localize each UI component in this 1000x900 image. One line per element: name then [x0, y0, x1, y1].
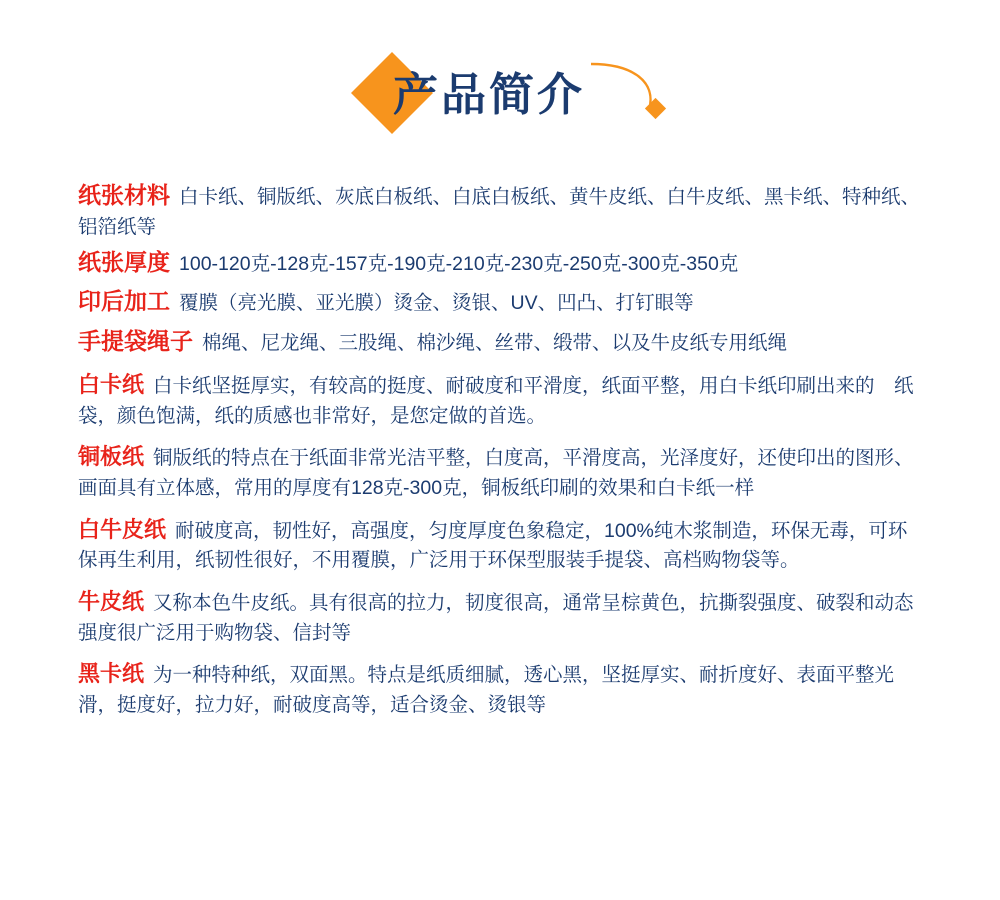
section-label: 纸张材料: [78, 182, 170, 208]
page-header: [0, 0, 1000, 160]
section-text: 为一种特种纸，双面黑。特点是纸质细腻，透心黑，坚挺厚实、耐折度好、表面平整光滑，挺度好，拉力好，耐破度高等，适合烫金、烫银等: [78, 664, 895, 716]
section-text: 100-120克-128克-157克-190克-210克-230克-250克-300克-350克: [179, 252, 739, 275]
section-text: 耐破度高，韧性好，高强度，匀度厚度色象稳定，100%纯木浆制造，环保无毒，可环保再生利用，纸韧性很好，不用覆膜，广泛用于环保型服装手提袋、高档购物袋等。: [78, 519, 908, 572]
section-label: 铜板纸: [78, 444, 145, 470]
section-paper-material: [78, 178, 922, 243]
section-white-kraft-paper: [78, 513, 922, 576]
section-text: 又称本色牛皮纸。具有很高的拉力，韧度很高，通常呈棕黄色，抗撕裂强度、破裂和动态强度很广泛用于购物袋、信封等: [78, 591, 914, 644]
section-text: 白卡纸、铜版纸、灰底白板纸、白底白板纸、黄牛皮纸、白牛皮纸、黑卡纸、特种纸、铝箔纸等: [78, 186, 921, 238]
section-text: 棉绳、尼龙绳、三股绳、棉沙绳、丝带、缎带、以及牛皮纸专用纸绳: [202, 332, 788, 355]
product-description-body: [0, 160, 1000, 720]
section-paper-thickness: [78, 246, 922, 279]
section-label: 牛皮纸: [78, 588, 145, 614]
title-swoosh-decoration: [587, 60, 665, 122]
page-title: 产品简介: [392, 69, 585, 120]
section-coated-paper: [78, 440, 922, 503]
section-kraft-paper: [78, 585, 922, 648]
section-black-card-paper: [78, 657, 922, 720]
section-label: 手提袋绳子: [78, 328, 193, 355]
section-white-card-paper: [78, 368, 922, 431]
section-text: 白卡纸坚挺厚实，有较高的挺度、耐破度和平滑度，纸面平整，用白卡纸印刷出来的 纸袋，颜色饱满，纸的质感也非常好，是您定做的首选。: [78, 375, 914, 427]
section-text: 覆膜（亮光膜、亚光膜）烫金、烫银、UV、凹凸、打钉眼等: [179, 291, 694, 314]
section-label: 纸张厚度: [78, 248, 170, 275]
section-label: 印后加工: [78, 287, 170, 314]
section-handbag-rope: [78, 324, 922, 359]
title-block: [0, 58, 1000, 123]
section-label: 白卡纸: [78, 372, 145, 398]
section-label: 黑卡纸: [78, 661, 145, 687]
section-label: 白牛皮纸: [78, 516, 167, 542]
section-text: 铜版纸的特点在于纸面非常光洁平整，白度高，平滑度高，光泽度好，还使印出的图形、画面具有立体感，常用的厚度有128克-300克，铜板纸印刷的效果和白卡纸一样: [78, 447, 914, 500]
section-post-press: [78, 285, 922, 318]
